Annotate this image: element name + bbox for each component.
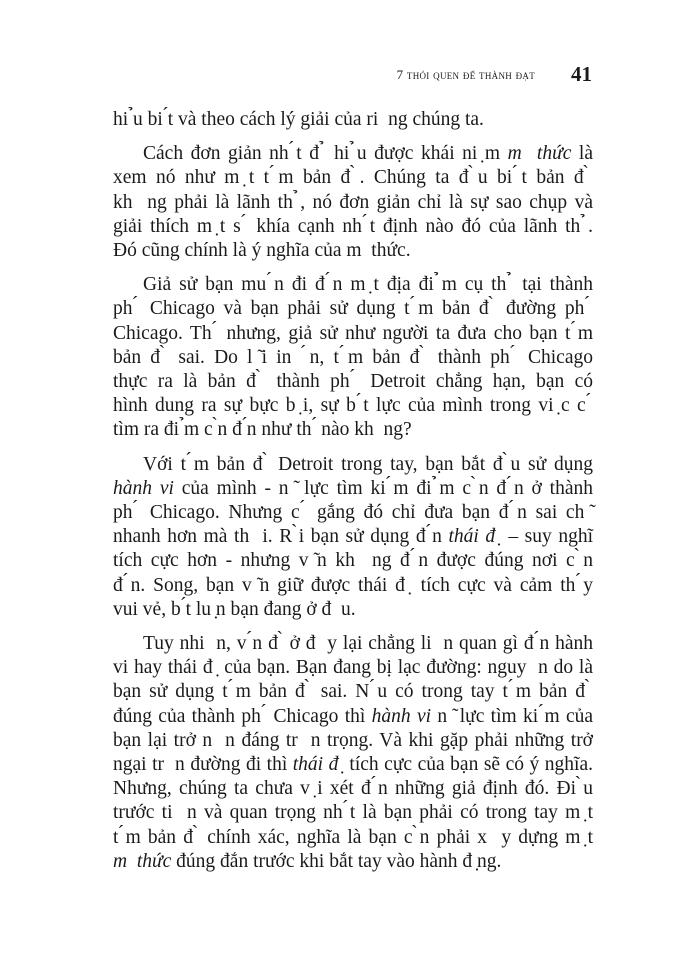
paragraph [113,453,593,622]
text-run: Đó cũng chính là ý nghĩa của m thức. [113,240,411,262]
text-line [113,525,593,549]
text-line [113,574,593,598]
italic-text: hành vi [371,705,432,727]
text-line [113,598,593,622]
text-line [113,322,593,346]
text-line [113,394,593,418]
text-line [113,656,593,680]
text-line [113,453,593,477]
italic-text: thái đ ̣ [448,526,502,548]
text-run: kh ng phải là lãnh th ̉, nó đơn giản chỉ là sự sao chụp và [113,191,593,213]
text-run: đ ́n. Song, bạn v ̃n giữ được thái đ ̣ tích cực và cảm th ́y [113,574,593,596]
text-line [113,501,593,525]
italic-text: m thức [113,850,172,872]
text-run: Tuy nhi n, v ́n đ ̀ ở đ y lại chẳng li n quan gì đ ́n hành [143,633,593,655]
text-line [113,777,593,801]
text-run: bạn lại trở n n đáng tr n trọng. Và khi gặp phải những trở [113,729,593,751]
text-run: nhanh hơn mà th i. R ̀i bạn sử dụng đ ́n [113,526,449,548]
text-line [113,108,593,132]
text-line [113,191,593,215]
text-line [113,632,593,656]
text-run: giải thích m ̣t s ́ khía cạnh nh ́t định nào đó của lãnh th ̉. [113,215,593,237]
text-line [113,477,593,501]
paragraph [113,108,593,132]
text-line [113,418,593,442]
text-run: hình dung ra sự bực b ̣i, sự b ́t lực của mình trong vi ̣c c ́ [113,395,593,417]
italic-text: hành vi [113,477,174,499]
text-run: ngại tr n đường đi thì [113,754,293,776]
text-line [113,273,593,297]
italic-text: thái đ ̣ [292,754,344,776]
paragraph [113,142,593,263]
text-line [113,370,593,394]
text-line [113,166,593,190]
text-run: ph ́ Chicago và bạn phải sử dụng t ́m bản đ ̀ đường ph ́ [113,298,593,320]
paragraph [113,632,593,874]
text-run: của mình - n ̃ lực tìm ki ́m đi ̉m c ̀n đ ́n ở thành [173,477,593,499]
text-run: tích cực hơn - nhưng v ̃n kh ng đ ́n được đúng nơi c ̀n [113,550,593,572]
text-run: – suy nghĩ [501,526,593,548]
text-run: Với t ́m bản đ ̀ Detroit trong tay, bạn bắt đ ̀u sử dụng [143,453,593,475]
italic-text: m thức [507,143,572,165]
text-line [113,680,593,704]
page-number: 41 [571,62,592,86]
body-text [113,108,593,884]
text-line [113,142,593,166]
text-run: tích cực của bạn sẽ có ý nghĩa. [343,754,593,776]
text-run: ph ́ Chicago. Nhưng c ́ gắng đó chỉ đưa bạn đ ́n sai ch ̃ [113,502,593,524]
text-run: trước ti n và quan trọng nh ́t là bạn phải có trong tay m ̣t [113,802,593,824]
text-run: vui vẻ, b ́t lu ̣n bạn đang ở đ u. [113,598,356,620]
text-run: Giả sử bạn mu ́n đi đ ́n m ̣t địa đi ̉m cụ th ̉ tại thành [143,274,593,296]
paragraph [113,273,593,442]
text-run: vi hay thái đ ̣ của bạn. Bạn đang bị lạc đường: nguy n do là [113,657,593,679]
text-line [113,239,593,263]
text-run: bạn sử dụng t ́m bản đ ̀ sai. N ́u có trong tay t ́m bản đ ̀ [113,681,593,703]
text-line [113,801,593,825]
text-run: đúng của thành ph ́ Chicago thì [113,705,372,727]
text-run: Chicago. Th ́ nhưng, giả sử như người ta đưa cho bạn t ́m [113,322,593,344]
text-run: bản đ ̀ sai. Do l ̃i in ́n, t ́m bản đ ̀ thành ph ́ Chicago [113,346,593,368]
text-run: đúng đắn trước khi bắt tay vào hành đ ̣ng. [171,850,502,872]
text-line [113,297,593,321]
text-line [113,215,593,239]
text-run: Nhưng, chúng ta chưa v ̣i xét đ ́n những giả định đó. Đi ̀u [113,778,593,800]
text-line [113,346,593,370]
text-line [113,826,593,850]
text-run: t ́m bản đ ̀ chính xác, nghĩa là bạn c ̀n phải x y dựng m ̣t [113,826,593,848]
text-line [113,729,593,753]
text-run: là [571,143,594,165]
text-run: tìm ra đi ̉m c ̀n đ ́n như th ́ nào kh ng? [113,419,412,441]
text-run: xem nó như m ̣t t ́m bản đ ̀. Chúng ta đ ̀u bi ́t bản đ ̀ [113,167,593,189]
page-header [0,62,592,87]
text-run: n ̃ lực tìm ki ́m của [431,705,594,727]
text-run: thực ra là bản đ ̀ thành ph ́ Detroit chẳng hạn, bạn có [113,371,593,393]
text-run: hi ̉u bi ́t và theo cách lý giải của ri ng chúng ta. [113,109,484,130]
text-line [113,753,593,777]
text-line [113,549,593,573]
text-line [113,705,593,729]
text-line [113,850,593,874]
text-run: Cách đơn giản nh ́t đ ̉ hi ̉u được khái ni ̣m [143,143,508,165]
running-title: 7 thói quen để thành đạt [396,66,535,82]
